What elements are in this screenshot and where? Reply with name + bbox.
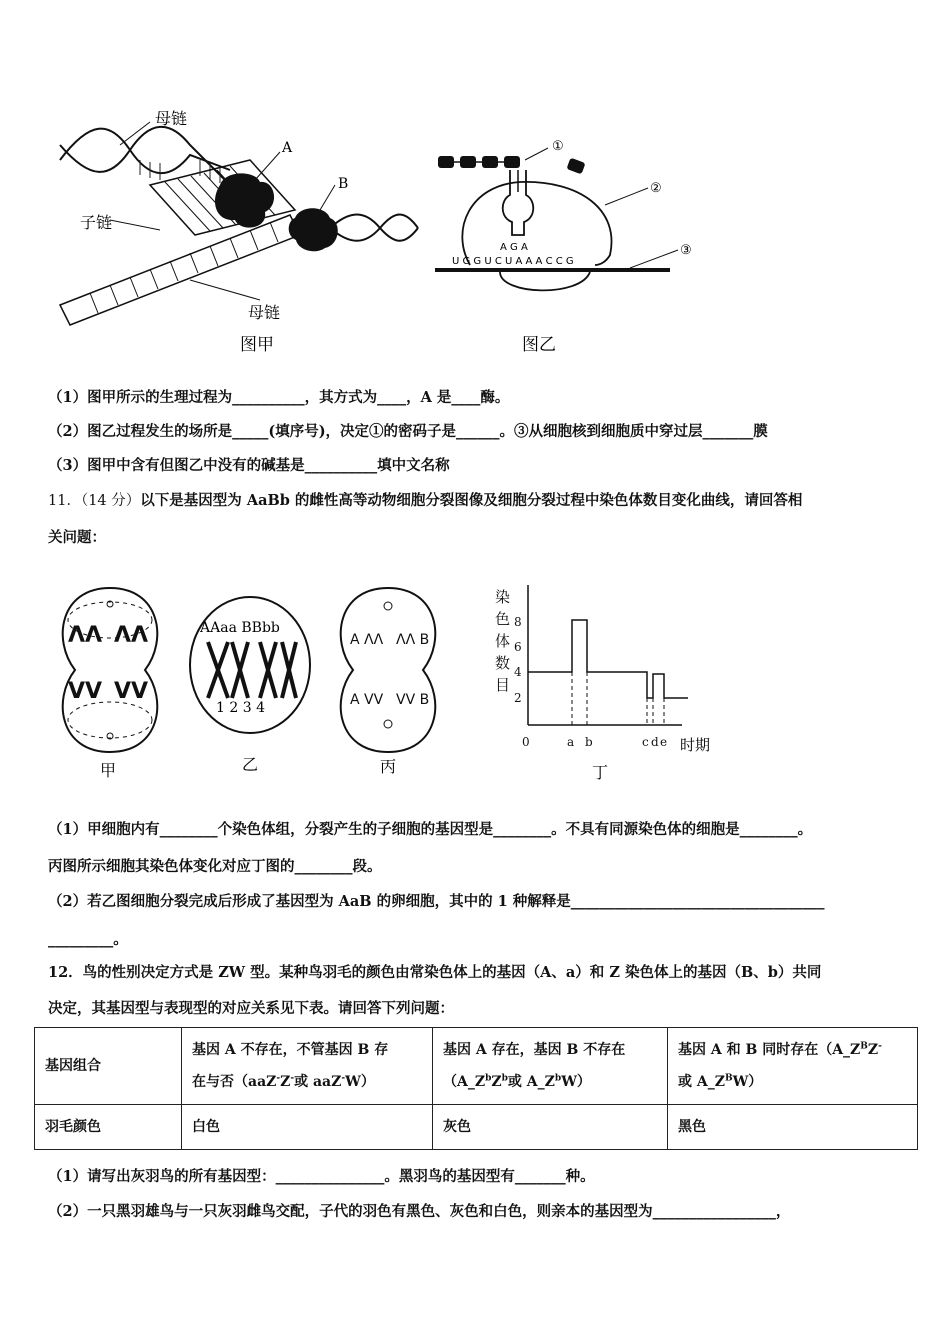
q10-line-2: （2）图乙过程发生的场所是_____(填序号)，决定①的密码子是______。③从细胞核到细胞质中穿过层_______膜 — [48, 423, 768, 440]
xpoint-c: c — [642, 735, 649, 749]
origin-0: 0 — [522, 735, 530, 749]
ribosome-large — [462, 182, 611, 265]
no-a-text-5: W） — [345, 1074, 375, 1090]
svg-text:ΛΛ: ΛΛ — [114, 623, 149, 648]
genotype-phenotype-table — [34, 1027, 918, 1150]
label-circled-2: ② — [650, 181, 662, 196]
figure-jia-dna-replication — [50, 100, 420, 360]
ylabel-char-1: 染 — [495, 588, 511, 606]
table-header-no-a — [182, 1028, 433, 1105]
label-circled-1: ① — [552, 139, 564, 154]
table-row — [35, 1028, 918, 1105]
sup-b-1: b — [485, 1073, 492, 1084]
a-no-b-text-2: （A_Z — [443, 1074, 486, 1090]
q12-intro-2: 决定，其基因型与表现型的对应关系见下表。请回答下列问题： — [48, 1000, 454, 1017]
sup-b-3: b — [554, 1073, 562, 1084]
a-no-b-text-5: W） — [561, 1074, 591, 1090]
cell-yi-top-genes: AAaa BBbb — [200, 620, 280, 636]
a-no-b-text-3: Z — [491, 1074, 502, 1090]
q11-part2-line1: （2）若乙图细胞分裂完成后形成了基因型为 AaB 的卵细胞，其中的 1 种解释是___________________________________ — [48, 893, 825, 910]
a-and-b-text-1: 基因 A 和 B 同时存在（A_Z — [678, 1042, 861, 1058]
q11-part2-line2: _________。 — [48, 931, 128, 948]
sup-dash-3: - — [341, 1073, 346, 1084]
caption-cell-yi: 乙 — [242, 755, 259, 774]
sup-B-2: B — [724, 1073, 733, 1084]
table-cell-feather-color: 羽毛颜色 — [35, 1105, 182, 1150]
xpoint-d: d — [651, 735, 659, 749]
table-cell-gray: 灰色 — [433, 1105, 668, 1150]
label-mother-strand-bottom: 母链 — [248, 303, 281, 322]
a-and-b-text-3: 或 A_Z — [678, 1074, 725, 1090]
ylabel-char-2: 色 — [495, 610, 511, 628]
sup-b-2: b — [501, 1073, 508, 1084]
label-circled-3: ③ — [680, 243, 692, 258]
caption-cell-bing: 丙 — [380, 757, 397, 776]
sup-dash-4: - — [878, 1041, 882, 1052]
q11-intro-cont: 关问题： — [48, 529, 106, 546]
xpoint-b: b — [585, 735, 593, 749]
xpoint-a: a — [567, 735, 575, 749]
q11-part1-line1: （1）甲细胞内有________个染色体组，分裂产生的子细胞的基因型是________。不具有同源染色体的细胞是________。 — [48, 821, 813, 838]
svg-text:VV: VV — [114, 679, 149, 704]
cell-jia-diagram — [50, 580, 170, 780]
no-a-text-4: 或 aaZ — [294, 1074, 342, 1090]
a-no-b-text-4: 或 A_Z — [507, 1074, 555, 1090]
sup-B-1: B — [860, 1041, 868, 1052]
ytick-8: 8 — [514, 615, 522, 629]
q10-line-3: （3）图甲中含有但图乙中没有的碱基是__________填中文名称 — [48, 457, 450, 474]
table-row — [35, 1105, 918, 1150]
ylabel-char-5: 目 — [495, 676, 511, 694]
no-a-text-1: 基因 A 不存在，不管基因 B 存 — [192, 1042, 389, 1058]
xpoint-e: e — [660, 735, 668, 749]
parent-strand-top — [60, 129, 230, 174]
enzyme-b-blob — [289, 208, 338, 251]
figure-yi-translation — [430, 130, 710, 360]
chromosome-curve — [528, 620, 688, 698]
peptide-chain — [438, 156, 586, 174]
label-enzyme-a: A — [282, 140, 293, 156]
ytick-2: 2 — [514, 691, 522, 705]
xlabel-period: 时期 — [680, 736, 711, 754]
caption-jia: 图甲 — [240, 335, 274, 355]
q12-part2: （2）一只黑羽雄鸟与一只灰羽雌鸟交配，子代的羽色有黑色、灰色和白色，则亲本的基因型为_________________， — [48, 1203, 791, 1220]
no-a-text-2: 在与否（aaZ — [192, 1074, 277, 1090]
caption-graph-ding: 丁 — [592, 763, 609, 782]
q11-part1-line2: 丙图所示细胞其染色体变化对应丁图的________段。 — [48, 858, 382, 875]
cell-bing-diagram — [328, 580, 448, 780]
mrna-sequence: U G G U C U A A A C C G — [452, 256, 574, 267]
ylabel-char-3: 体 — [495, 632, 511, 650]
caption-yi-fig: 图乙 — [522, 335, 556, 355]
anticodon-text: A G A — [500, 242, 528, 253]
table-header-gene-combination: 基因组合 — [35, 1028, 182, 1105]
svg-text:A VV: A VV — [350, 692, 384, 708]
ytick-6: 6 — [514, 640, 522, 654]
chromosome-count-graph — [490, 580, 730, 790]
q11-intro — [48, 489, 802, 510]
ylabel-char-4: 数 — [495, 654, 511, 672]
no-a-text-3: Z — [280, 1074, 291, 1090]
svg-text:VV: VV — [68, 679, 103, 704]
q12-intro-1: 12．鸟的性别决定方式是 ZW 型。某种鸟羽毛的颜色由常染色体上的基因（A、a）和 Z 染色体上的基因（B、b）共同 — [48, 964, 822, 981]
caption-cell-jia: 甲 — [100, 761, 117, 780]
table-cell-black: 黑色 — [668, 1105, 918, 1150]
enzyme-a-blob — [215, 173, 274, 227]
svg-text:VV B: VV B — [396, 692, 430, 708]
label-mother-strand-top: 母链 — [155, 109, 188, 128]
label-enzyme-b: B — [338, 176, 349, 192]
cell-yi-diagram — [186, 590, 316, 780]
q10-line-1: （1）图甲所示的生理过程为__________，其方式为____，A 是____酶。 — [48, 389, 510, 406]
q11-number: 11．（14 分） — [48, 493, 141, 509]
sup-dash-2: - — [290, 1073, 295, 1084]
cell-yi-numbers: 1 2 3 4 — [216, 700, 265, 716]
svg-text:ΛΛ B: ΛΛ B — [396, 632, 430, 648]
a-and-b-text-4: W） — [732, 1074, 763, 1090]
label-child-strand: 子链 — [80, 213, 113, 232]
table-header-a-and-b — [668, 1028, 918, 1105]
svg-text:A ΛΛ: A ΛΛ — [350, 632, 384, 648]
q11-intro-text: 以下是基因型为 AaBb 的雌性高等动物细胞分裂图像及细胞分裂过程中染色体数目变化曲线，请回答相 — [140, 492, 803, 509]
parent-strand-top-pair — [60, 127, 230, 185]
ribosome-small — [500, 272, 590, 290]
q12-part1: （1）请写出灰羽鸟的所有基因型：_______________。黑羽鸟的基因型有_______种。 — [48, 1168, 595, 1185]
sup-dash-1: - — [276, 1073, 281, 1084]
ytick-4: 4 — [514, 665, 522, 679]
a-and-b-text-2: Z — [867, 1042, 879, 1058]
a-no-b-text-1: 基因 A 存在，基因 B 不存在 — [443, 1042, 626, 1058]
table-cell-white: 白色 — [182, 1105, 433, 1150]
table-header-a-no-b — [433, 1028, 668, 1105]
svg-text:ΛΛ: ΛΛ — [68, 623, 103, 648]
